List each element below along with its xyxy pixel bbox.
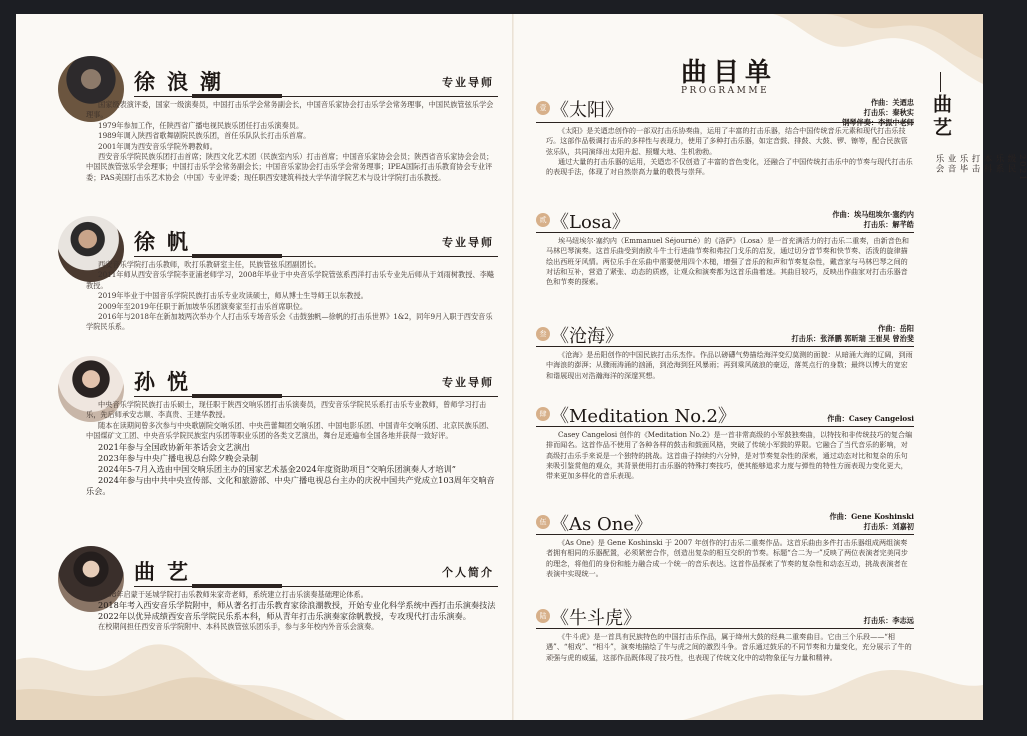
piece-number-badge: 贰 <box>536 213 550 227</box>
bio-paragraph: 2022年以优异成绩西安音乐学院民乐系本科，师从青年打击乐演奏家徐帆教授，专攻现代打击乐演奏。 <box>98 611 471 622</box>
bio-paragraph: 2011年师从西安音乐学院李亚浦老师学习，2008年毕业于中央音乐学院管弦系西洋打击乐专业先后师从于刘雨树教授、李飚教授。 <box>86 270 494 290</box>
programme-item <box>536 210 914 310</box>
bio-paragraph: 随本在读期间曾多次参与中央歌剧院交响乐团、中央芭蕾舞团交响乐团、中国电影乐团、中国青年交响乐团、北京民族乐团、中国煤矿文工团、中央音乐学院民族室内乐团等职业乐团的各类文艺演出，舞台足迹遍布全国各地并获得一致好评。 <box>86 420 494 441</box>
piece-credits <box>830 512 914 532</box>
bio-paragraph: 西安音乐学院民族乐团打击首席；陕西文化艺术团（民族室内乐）打击首席；中国音乐家协会会员；陕西省音乐家协会会员；中国民族管弦乐学会理事；中国打击乐学会常务副会长；中国音乐家协会打击乐学会常务理事；IPEA国际打击乐教育协会专业评委；PAS美国打击乐艺术协会（中国）专业评委；现任职西安建筑科技大学华清学院艺术与设计学院打击乐教授。 <box>86 152 494 182</box>
divider <box>536 628 914 629</box>
programme-item <box>536 324 914 404</box>
piece-title: 《牛斗虎》 <box>551 608 641 629</box>
credit-line: 作曲：埃马纽埃尔·塞约内 <box>832 210 914 219</box>
piece-number-badge: 陆 <box>536 609 550 623</box>
description-paragraph: Casey Cangelosi 创作的《Meditation No.2》是一首非常高级的小军鼓独奏曲，以特技和非传统技巧的复合编排而闻名。这首作品不使用了各种各样的鼓击和鼓面风格，突破了传统小军鼓的界限。它融合了当代音乐的影响，对高级打击乐手来说是一个独特的挑战。这首曲子持续约六分钟，是对节奏复杂性的深索，通过动态对比和复杂的乐句来吸引鉴赏他的观众，其背景使用打击乐器的特殊打奏技巧，使其能够追求力度与弹性的特性方面表现力变化更大，带来更加多样化的音乐表现。 <box>546 430 913 481</box>
bio-paragraph: 在校期间担任西安音乐学院附中、本科民族管弦乐团乐手，参与多年校内外音乐会演奏。 <box>98 622 379 632</box>
vertical-title-block <box>928 94 1027 183</box>
programme-subtitle: PROGRAMME <box>681 86 770 96</box>
person-bio <box>86 260 498 333</box>
person-role: 专业导师 <box>442 76 494 89</box>
page-fold <box>512 14 514 720</box>
bio-paragraph: 2001年调为西安音乐学院外聘教师。 <box>98 141 217 151</box>
credit-line: 作曲：岳阳 <box>878 324 914 333</box>
bio-paragraph: 2018年考入西安音乐学院附中，师从著名打击乐教育家徐浪潮教授，开始专业化科学系统中西打击乐演奏技法 <box>98 600 496 611</box>
piece-title: 《As One》 <box>551 514 652 535</box>
piece-credits <box>827 414 914 424</box>
program-page <box>16 14 1027 720</box>
person-bio <box>86 400 498 497</box>
piece-description <box>546 538 914 579</box>
bio-paragraph: 中央音乐学院民族打击乐硕士，现任职于陕西交响乐团打击乐演奏员，西安音乐学院民乐系打击乐专业教师，曾师学习打击乐，先后师承安志顺、李真贵、王建华教授。 <box>86 400 487 420</box>
credit-line: 钢琴伴奏：李振中老师 <box>842 118 914 127</box>
programme-title: 曲目单 <box>681 58 778 88</box>
description-paragraph: 《As One》是 Gene Koshinski 于 2007 年创作的打击乐二重奏作品。这首乐曲由多件打击乐器组成两组演奏者拥有相同的乐器配置，必须紧密合作，创造出复杂的相互交织的节奏。标题“合二为一”反映了两位表演者完美同步的理念，将他们的身份和能力融合成一个统一的音乐表达。这首作品探索了节奏的复杂性和动态互动，挑战表演者在表演中实现统一。 <box>546 538 908 578</box>
piece-description <box>546 126 914 177</box>
divider <box>134 586 498 587</box>
bio-paragraph: 2009年至2019年任职于新加坡华乐团演奏家至打击乐首席职位。 <box>98 301 308 311</box>
piece-credits <box>842 98 914 128</box>
piece-number-badge: 肆 <box>536 407 550 421</box>
divider <box>536 346 914 347</box>
bio-paragraph: 2016年与2018年在新加坡两次举办个人打击乐专场音乐会《击鼓独帆—徐帆的打击乐世界》1&2，同年9月入职于西安音乐学院民乐系。 <box>86 312 493 332</box>
credit-line: 打击乐：李志远 <box>863 616 914 625</box>
divider <box>940 72 941 92</box>
performer-name-vertical: 曲艺 <box>930 94 952 140</box>
bio-highlight: 2024年5-7月入选由中国交响乐团主办的国家艺术基金2024年度资助项目“交响乐团演奏人才培训” <box>98 463 456 474</box>
piece-credits <box>832 210 914 230</box>
credit-line: 打击乐：张泽鹏 郭昕瑞 王崔昊 曾治斐 <box>791 334 914 343</box>
piece-title: 《太阳》 <box>551 100 623 121</box>
credit-line: 作曲：Casey Cangelosi <box>827 414 914 423</box>
description-paragraph: 通过大量的打击乐器的运用，关迺忠不仅创造了丰富的音色变化，还融合了中国传统打击乐中的节奏与现代打击乐的表现手法，体现了对自然崇高力量的敬畏与崇拜。 <box>546 156 913 177</box>
person-bio <box>86 100 498 183</box>
divider <box>134 396 498 397</box>
bio-paragraph: 2019年毕业于中国音乐学院民族打击乐专业攻读硕士，师从博士生导师王以东教授。 <box>98 291 368 301</box>
bio-highlight: 2023年参与中央广播电视总台除夕晚会录制 <box>98 452 259 463</box>
divider <box>134 256 498 257</box>
description-paragraph: 《沧海》是岳阳创作的中国民族打击乐杰作。作品以磅礴气势描绘海洋变幻莫测的面貌：从暗涌大海的辽阔，到雨中海浪的澎湃；从骤雨涛涌的汹涌，到沧海到狂风暴雨；再到乘风破浪的豪迈，落英点行的身数；最终以博大的宽宏和谐展现出对浩瀚海洋的深邃冥想。 <box>546 350 913 380</box>
divider <box>536 232 914 233</box>
piece-description <box>546 350 914 381</box>
divider <box>536 122 914 123</box>
programme-item <box>536 512 914 598</box>
description-paragraph: 《太阳》是关迺忠创作的一部双打击乐协奏曲，运用了丰富的打击乐器，结合中国传统音乐元素和现代打击乐技巧。这部作品极调打击乐的多样性与表现力，使用了多种打击乐器，如定音鼓、排鼓、大鼓、锣、镲等，配合民族管弦乐队，共同演绎出太阳升起、照耀大地、生机勃勃。 <box>546 126 908 156</box>
description-paragraph: 《牛斗虎》是一首具有民族特色的中国打击乐作品，属于绛州大鼓的经典二重奏曲目。它由三个乐段——“相遇”、“相戏”、“相斗”，演奏地描绘了牛与虎之间的激烈斗争。音乐通过鼓乐的不同节奏和力量变化，充分展示了牛的顽强与虎的威猛，这部作品既体现了技巧性，也表现了传统文化中的动物象征与力量和精神。 <box>546 632 912 662</box>
piece-number-badge: 叁 <box>536 327 550 341</box>
person-role: 专业导师 <box>442 376 494 389</box>
piece-description <box>546 236 914 287</box>
person-role: 个人简介 <box>442 566 494 579</box>
concert-title-vertical: 2021级民乐系本科打击乐毕业音乐会 <box>934 154 1027 183</box>
programme-item <box>536 404 914 504</box>
piece-title: 《Losa》 <box>551 212 630 233</box>
piece-credits <box>864 616 914 626</box>
piece-description <box>546 430 914 481</box>
credit-line: 打击乐：解芊皓 <box>863 220 914 229</box>
programme-item <box>536 98 914 210</box>
person-name: 徐帆 <box>134 229 200 254</box>
bio-paragraph: 2008年启蒙于延城学院打击乐教师朱家奇老师，系统建立打击乐演奏基础理论体系。 <box>98 590 368 599</box>
piece-number-badge: 伍 <box>536 515 550 529</box>
programme-item <box>536 606 914 706</box>
bio-paragraph: 西安音乐学院打击乐教师，吹打乐教研室主任，民族管弦乐团副团长。 <box>98 260 321 269</box>
piece-title: 《Meditation No.2》 <box>551 406 736 427</box>
person-role: 专业导师 <box>442 236 494 249</box>
piece-credits <box>791 324 914 344</box>
person-name: 孙悦 <box>134 369 200 394</box>
credit-line: 作曲：Gene Koshinski <box>829 512 914 521</box>
piece-number-badge: 壹 <box>536 101 550 115</box>
bio-highlight: 2021年参与全国政协新年茶话会文艺演出 <box>98 441 250 452</box>
person-name: 曲艺 <box>134 559 200 584</box>
credit-line: 作曲：关迺忠 <box>870 98 914 107</box>
divider <box>536 534 914 535</box>
bio-paragraph: 1989年调入陕西省歌舞剧院民族乐团，首任乐队队长打击乐首席。 <box>98 131 311 141</box>
description-paragraph: 埃马纽埃尔·塞约内（Emmanuel Séjourné）的《洛萨》（Losa）是一首充满活力的打击乐二重奏，由新音色和马林巴琴演奏。这首乐曲受到南欧斗牛士行进曲节奏和弗拉门戈乐的启发，通过切分音节奏和快节奏、活泼的旋律描绘出西班牙风情。两位乐手在乐曲中需要使用四个木槌，增强了音乐的和声和节奏复杂性，戴音家与马林巴琴之间的对话和互补，营造了紧张、动态的质感，让观众和演奏都为这首乐曲着迷。其曲目较巧，反映出作曲家对打击乐器音色和节奏的探索。 <box>546 236 909 287</box>
divider <box>134 96 498 97</box>
credit-line: 打击乐：秦秋实 <box>863 108 914 117</box>
person-bio <box>86 590 498 633</box>
credit-line: 打击乐：刘嘉初 <box>863 522 914 531</box>
person-name: 徐浪潮 <box>134 69 233 94</box>
divider <box>536 426 914 427</box>
piece-description <box>546 632 914 663</box>
bio-paragraph: 国家级表演评委，国家一级演奏员，中国打击乐学会常务副会长，中国音乐家协会打击乐学会常务理事，中国民族管弦乐学会理事。 <box>86 100 494 120</box>
piece-title: 《沧海》 <box>551 326 623 347</box>
bio-paragraph: 1979年参加工作，任陕西省广播电视民族乐团任打击乐演奏员。 <box>98 120 304 130</box>
bio-highlight: 2024年参与由中共中央宣传部、文化和旅游部、中央广播电视总台主办的庆祝中国共产党成立103周年交响音乐会。 <box>86 474 495 496</box>
